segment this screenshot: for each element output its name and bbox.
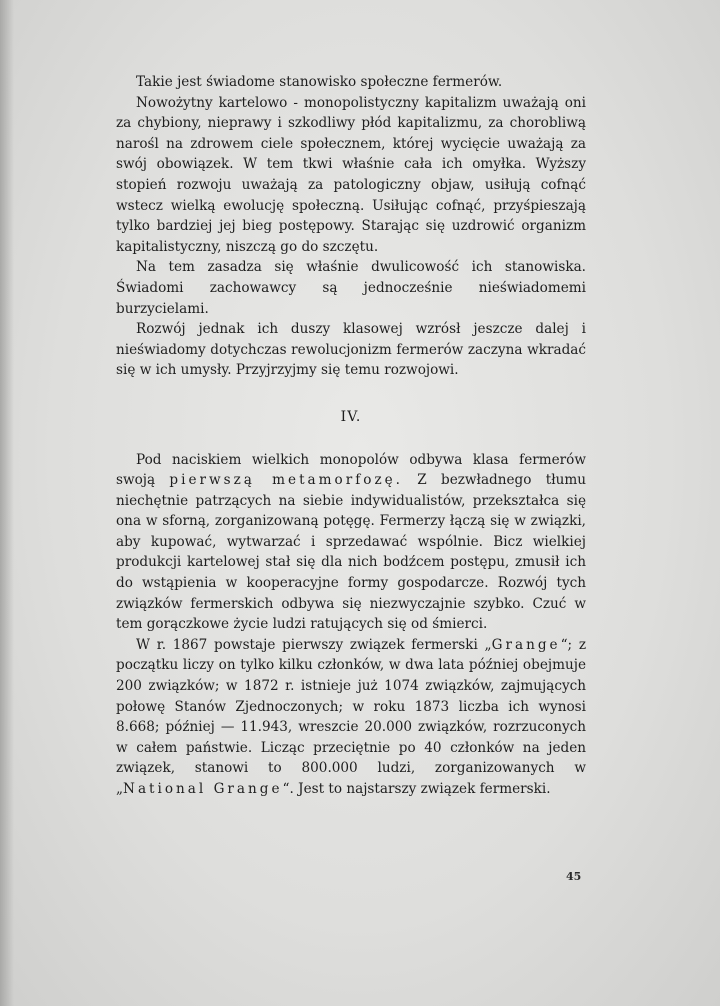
paragraph-6-start: W r. 1867 powstaje pierwszy związek fermerski „ xyxy=(136,636,492,653)
paragraph-6 xyxy=(116,635,586,800)
paragraph-6-end: “. Jest to najstarszy związek fermerski. xyxy=(282,781,551,797)
emphasis-national-grange: National Grange xyxy=(123,781,283,797)
emphasis-metamorphosis: pierwszą metamorfozę. xyxy=(169,472,403,489)
paragraph-1: Takie jest świadome stanowisko społeczne fermerów. xyxy=(136,74,503,90)
paragraph-4: Rozwój jednak ich duszy klasowej wzrósł jeszcze dalej i nieświadomy dotychczas rewolucjonizm fermerów zaczyna wkradać się w ich umysły. Przyjrzyjmy się temu rozwojowi. xyxy=(116,321,586,379)
page-text xyxy=(116,72,586,800)
page-shadow-edge xyxy=(0,0,14,1006)
paragraph-6-middle: “; z początku liczy on tylko kilku członków, w dwa lata później obejmuje 200 związków; w 1872 r. istnieje już 1074 związków, zajmujących połowę Stanów Zjednoczonych; w roku 1873 liczba ich wynosi 8.668; później — 11.943, wreszcie 20.000 związków, rozrzuconych w całem państwie. Licząc przeciętnie po 40 członków na jeden związek, stanowi to 800.000 ludzi, zorganizowanych w „ xyxy=(116,636,586,797)
paragraph-5-end: Z bezwładnego tłumu niechętnie patrzących na siebie indywidualistów, przekształca się ona w sforną, zorganizowaną potęgę. Fermerzy łączą się w związki, aby kupować, wytwarzać i sprzedawać wspólnie. Bicz wielkiej produkcji kartelowej stał się dla nich bodźcem postępu, zmusił ich do wstąpienia w kooperacyjne formy gospodarcze. Rozwój tych związków fermerskich odbywa się niezwyczajnie szybko. Czuć w tem gorączkowe życie ludzi ratujących się od śmierci. xyxy=(116,472,587,633)
paragraph-5-start: Pod naciskiem wielkich monopolów odbywa klasa fermerów swoją xyxy=(116,451,586,489)
section-heading: IV. xyxy=(340,408,362,425)
emphasis-grange: Grange xyxy=(491,636,561,653)
paragraph-3: Na tem zasadza się właśnie dwulicowość ich stanowiska. Świadomi zachowawcy są jednocześnie nieświadomemi burzycielami. xyxy=(116,259,586,317)
paragraph-5 xyxy=(116,450,586,635)
paragraph-2: Nowożytny kartelowo - monopolistyczny kapitalizm uważają oni za chybiony, nieprawy i szkodliwy płód kapitalizmu, za chorobliwą narośl na zdrowem ciele społecznem, której wycięcie uważają za swój obowiązek. W tem tkwi właśnie cała ich omyłka. Wyższy stopień rozwoju uważają za patologiczny objaw, usiłują cofnąć wstecz wielką ewolucję społeczną. Usiłując cofnąć, przyśpieszają tylko bardziej jej bieg postępowy. Starając się uzdrowić organizm kapitalistyczny, niszczą go do szczętu. xyxy=(116,94,586,255)
page-number: 45 xyxy=(566,870,582,883)
